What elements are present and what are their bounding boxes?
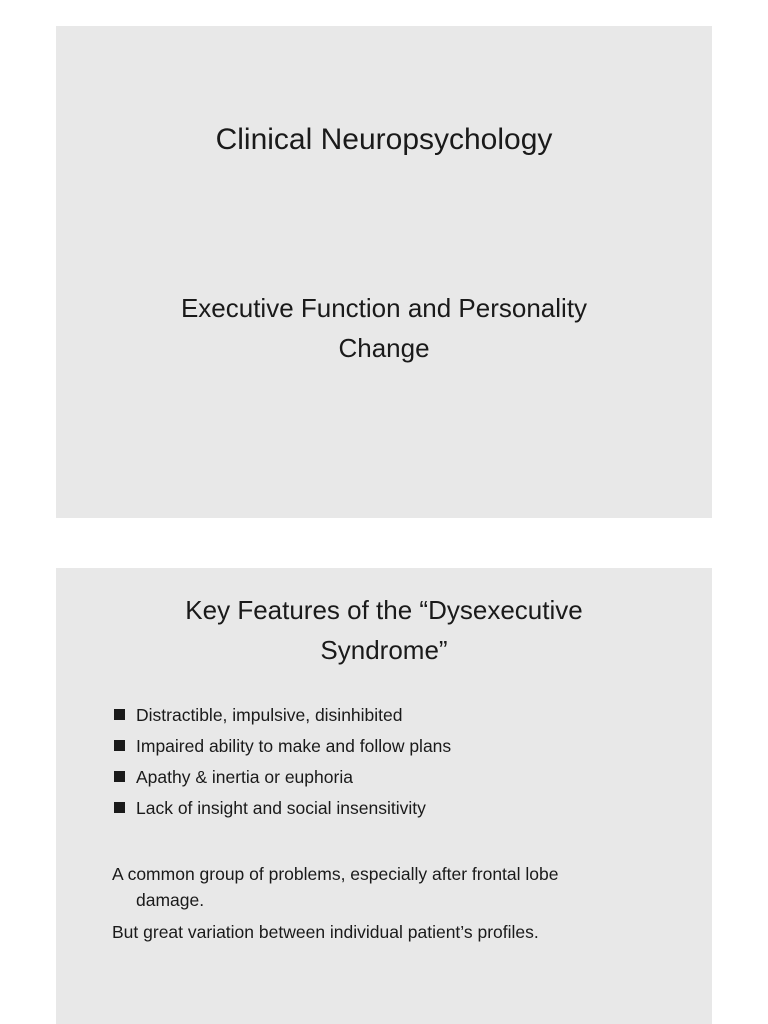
slide-2-title [116, 590, 652, 670]
square-bullet-icon [114, 771, 125, 782]
bullet-item [112, 734, 451, 765]
slide-1-title: Clinical Neuropsychology [215, 123, 553, 156]
bullet-text: Lack of insight and social insensitivity [136, 798, 426, 818]
square-bullet-icon [114, 709, 125, 720]
square-bullet-icon [114, 802, 125, 813]
paragraph-1-line-1: A common group of problems, especially after frontal lobe [112, 864, 559, 884]
bullet-list [112, 703, 451, 827]
paragraph-variation: But great variation between individual patient’s profiles. [112, 922, 539, 942]
bullet-text: Apathy & inertia or euphoria [136, 767, 353, 787]
slide-1 [56, 26, 712, 518]
bullet-text: Impaired ability to make and follow plans [136, 736, 452, 756]
paragraph-common-problems [112, 861, 672, 913]
slide-1-subtitle-line-2: Change [338, 333, 430, 363]
bullet-item [112, 703, 451, 734]
paragraph-1-line-2: damage. [136, 890, 205, 910]
bullet-item [112, 796, 451, 827]
bullet-item [112, 765, 451, 796]
slide-2-title-line-1: Key Features of the “Dysexecutive [185, 595, 583, 625]
bullet-text: Distractible, impulsive, disinhibited [136, 705, 403, 725]
slide-1-subtitle [116, 288, 652, 368]
slide-2-title-line-2: Syndrome” [320, 635, 448, 665]
slide-1-subtitle-line-1: Executive Function and Personality [180, 293, 588, 323]
slide-2 [56, 568, 712, 1024]
square-bullet-icon [114, 740, 125, 751]
